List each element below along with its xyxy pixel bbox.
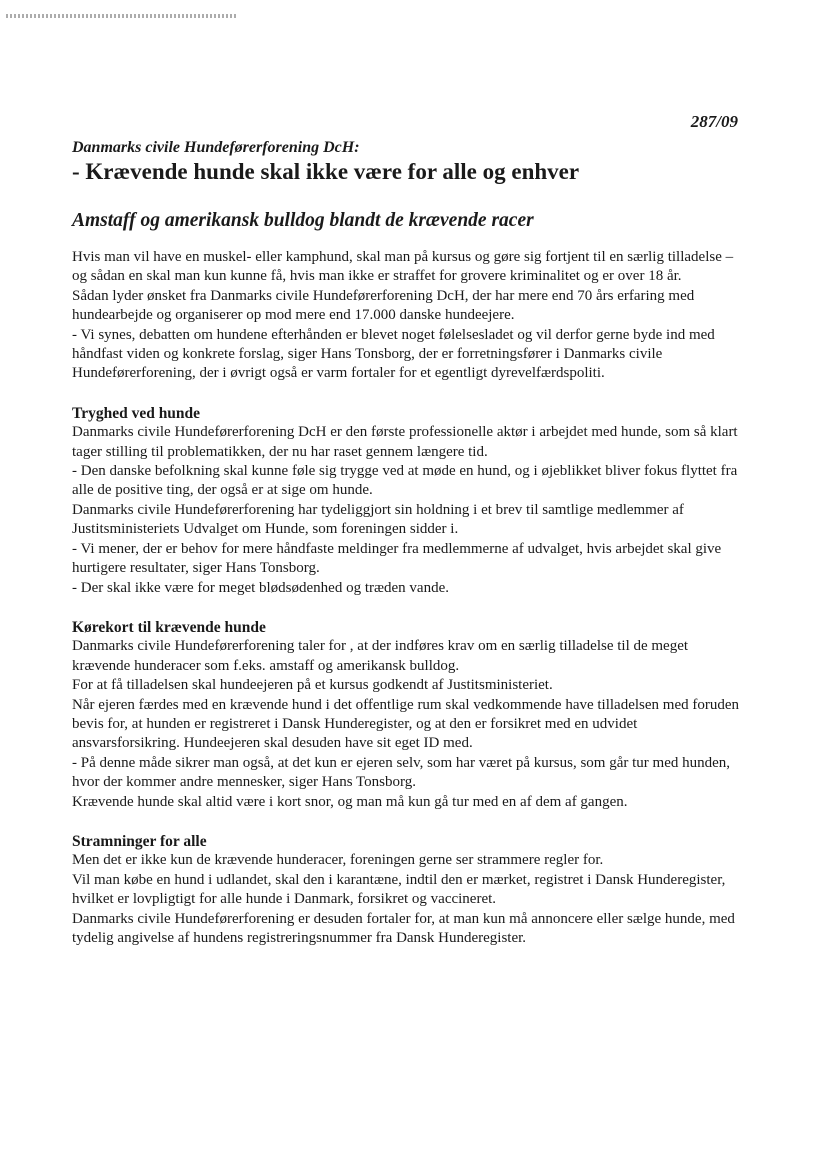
section-paragraph: Danmarks civile Hundeførerforening DcH er den første professionelle aktør i arbejdet med hunde, som så klart tager stilling til problematikken, der nu har raset gennem længere tid.: [72, 424, 738, 460]
intro-paragraph: Hvis man vil have en muskel- eller kamphund, skal man på kursus og gøre sig fortjent til en særlig tilladelse – og sådan en skal man kun kunne få, hvis man ikke er straffet for grovere kriminalitet og er over 18 år.: [72, 249, 734, 285]
section-paragraph: Krævende hunde skal altid være i kort snor, og man må kun gå tur med en af dem af gangen.: [72, 793, 628, 810]
section-paragraph: - Der skal ikke være for meget blødsødenhed og træden vande.: [72, 579, 449, 596]
section-paragraph: Når ejeren færdes med en krævende hund i det offentlige rum skal vedkommende have tilladelsen med foruden bevis for, at hunden er registreret i Dansk Hunderegister, og at den er forsikret med en udvidet ansvarsforsikring. Hundeejeren skal desuden have sit eget ID med.: [72, 696, 740, 752]
scan-artifact-mark: [6, 14, 238, 18]
section-tryghed: [72, 404, 744, 598]
reference-number: 287/09: [690, 112, 738, 131]
section-paragraph: Danmarks civile Hundeførerforening taler for , at der indføres krav om en særlig tilladelse til de meget krævende hunderacer som f.eks. amstaff og amerikansk bulldog.: [72, 638, 689, 674]
section-paragraph: - Den danske befolkning skal kunne føle sig trygge ved at møde en hund, og i øjeblikket bliver fokus flyttet fra alle de positive ting, der også er at sige om hunde.: [72, 463, 738, 499]
article: [72, 138, 744, 948]
section-paragraph: Danmarks civile Hundeførerforening er desuden fortaler for, at man kun må annoncere eller sælge hunde, med tydelig angivelse af hundens registreringsnummer fra Dansk Hunderegister.: [72, 910, 735, 946]
section-title: Stramninger for alle: [72, 832, 207, 850]
article-subheadline: Amstaff og amerikansk bulldog blandt de krævende racer: [72, 210, 534, 231]
section-title: Tryghed ved hunde: [72, 404, 201, 422]
section-paragraph: For at få tilladelsen skal hundeejeren på et kursus godkendt af Justitsministeriet.: [72, 677, 553, 694]
section-stramninger: [72, 832, 744, 948]
article-headline: - Krævende hunde skal ikke være for alle og enhver: [72, 159, 580, 184]
section-paragraph: Vil man købe en hund i udlandet, skal den i karantæne, indtil den er mærket, registret i Dansk Hunderegister, hvilket er lovpligtigt for alle hunde i Danmark, forsikret og vaccineret.: [72, 871, 726, 908]
intro-paragraph: - Vi synes, debatten om hundene efterhånden er blevet noget følelsesladet og vil derfor gerne byde ind med håndfast viden og konkrete forslag, siger Hans Tonsborg, der er forretningsfører i Danmarks civile Hundeførerforening, der i øvrigt også er varm fortaler for et egentligt dyrevelfærdspoliti.: [72, 326, 715, 382]
section-koerekort: [72, 618, 744, 812]
intro-block: [72, 248, 744, 384]
section-title: Kørekort til krævende hunde: [72, 618, 266, 636]
section-paragraph: - Vi mener, der er behov for mere håndfaste meldinger fra medlemmerne af udvalget, hvis arbejdet skal give hurtigere resultater, siger Hans Tonsborg.: [72, 540, 722, 577]
section-paragraph: - På denne måde sikrer man også, at det kun er ejeren selv, som har været på kursus, som går tur med hunden, hvor der kommer andre mennesker, siger Hans Tonsborg.: [72, 754, 731, 791]
article-kicker: Danmarks civile Hundeførerforening DcH:: [72, 139, 360, 156]
intro-paragraph: Sådan lyder ønsket fra Danmarks civile Hundeførerforening DcH, der har mere end 70 års erfaring med hundearbejde og organiserer op mod mere end 17.000 danske hundeejere.: [72, 287, 695, 324]
section-paragraph: Danmarks civile Hundeførerforening har tydeliggjort sin holdning i et brev til samtlige medlemmer af Justitsministeriets Udvalget om Hunde, som foreningen sidder i.: [72, 501, 684, 538]
section-paragraph: Men det er ikke kun de krævende hunderacer, foreningen gerne ser strammere regler for.: [72, 852, 604, 869]
